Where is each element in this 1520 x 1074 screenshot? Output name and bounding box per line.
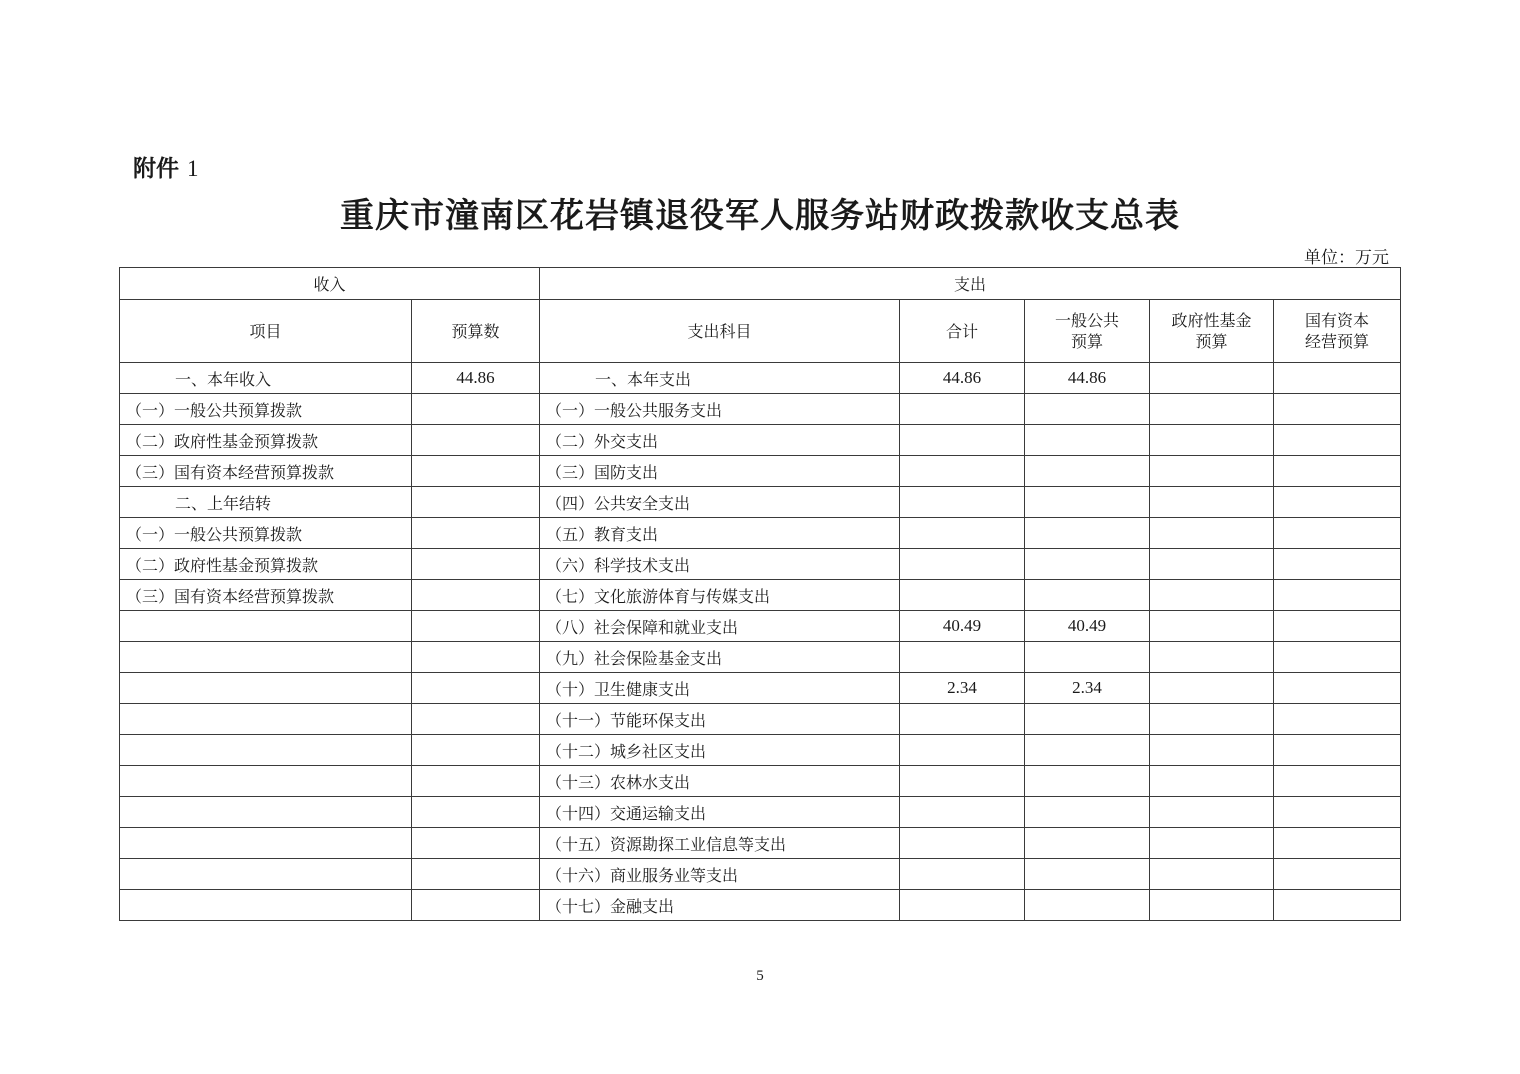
col-header-gov-fund (1150, 300, 1274, 363)
general-budget-cell (1025, 735, 1150, 766)
expense-item-cell: （六）科学技术支出 (540, 549, 900, 580)
state-capital-cell (1274, 487, 1401, 518)
table-row (120, 580, 1401, 611)
gov-fund-cell (1150, 425, 1274, 456)
col-header-gov-fund-line1: 政府性基金 (1171, 311, 1252, 330)
income-budget-cell (412, 425, 540, 456)
income-budget-cell (412, 673, 540, 704)
income-item-cell (120, 828, 412, 859)
gov-fund-cell (1150, 487, 1274, 518)
table-row (120, 425, 1401, 456)
expense-item-cell: 一、本年支出 (540, 363, 900, 394)
state-capital-cell (1274, 890, 1401, 921)
table-row (120, 611, 1401, 642)
col-header-expense-subject: 支出科目 (540, 300, 900, 363)
income-budget-cell (412, 611, 540, 642)
state-capital-cell (1274, 425, 1401, 456)
gov-fund-cell (1150, 642, 1274, 673)
general-budget-cell (1025, 425, 1150, 456)
expense-item-cell: （四）公共安全支出 (540, 487, 900, 518)
total-cell (900, 735, 1025, 766)
income-item-cell: （一）一般公共预算拨款 (120, 518, 412, 549)
income-item-cell: （三）国有资本经营预算拨款 (120, 580, 412, 611)
col-header-general-budget-line2: 预算 (1071, 332, 1104, 351)
income-item-cell: （二）政府性基金预算拨款 (120, 425, 412, 456)
income-item-cell (120, 673, 412, 704)
table-row (120, 673, 1401, 704)
income-budget-cell (412, 828, 540, 859)
general-budget-cell (1025, 456, 1150, 487)
expense-item-cell: （二）外交支出 (540, 425, 900, 456)
total-cell (900, 797, 1025, 828)
table-row (120, 735, 1401, 766)
expense-item-cell: （三）国防支出 (540, 456, 900, 487)
total-cell (900, 456, 1025, 487)
gov-fund-cell (1150, 611, 1274, 642)
state-capital-cell (1274, 394, 1401, 425)
general-budget-cell (1025, 890, 1150, 921)
gov-fund-cell (1150, 890, 1274, 921)
expense-item-cell: （十七）金融支出 (540, 890, 900, 921)
income-budget-cell (412, 549, 540, 580)
general-budget-cell (1025, 704, 1150, 735)
income-budget-cell (412, 580, 540, 611)
state-capital-cell (1274, 673, 1401, 704)
income-budget-cell (412, 394, 540, 425)
income-item-cell: （三）国有资本经营预算拨款 (120, 456, 412, 487)
income-budget-cell: 44.86 (412, 363, 540, 394)
col-header-budget: 预算数 (412, 300, 540, 363)
col-header-item: 项目 (120, 300, 412, 363)
income-budget-cell (412, 766, 540, 797)
state-capital-cell (1274, 363, 1401, 394)
state-capital-cell (1274, 456, 1401, 487)
total-cell (900, 580, 1025, 611)
general-budget-cell (1025, 828, 1150, 859)
general-budget-cell (1025, 394, 1150, 425)
general-budget-cell (1025, 580, 1150, 611)
table-row (120, 828, 1401, 859)
expense-item-cell: （七）文化旅游体育与传媒支出 (540, 580, 900, 611)
income-item-cell: 一、本年收入 (120, 363, 412, 394)
budget-summary-table (119, 267, 1401, 921)
gov-fund-cell (1150, 580, 1274, 611)
table-row (120, 797, 1401, 828)
table-row (120, 394, 1401, 425)
general-budget-cell (1025, 549, 1150, 580)
general-budget-cell (1025, 766, 1150, 797)
gov-fund-cell (1150, 797, 1274, 828)
state-capital-cell (1274, 518, 1401, 549)
state-capital-cell (1274, 766, 1401, 797)
expense-item-cell: （一）一般公共服务支出 (540, 394, 900, 425)
general-budget-cell (1025, 642, 1150, 673)
col-header-state-capital-line1: 国有资本 (1305, 311, 1370, 330)
income-item-cell (120, 766, 412, 797)
income-item-cell (120, 735, 412, 766)
col-header-state-capital-line2: 经营预算 (1305, 332, 1370, 351)
gov-fund-cell (1150, 828, 1274, 859)
total-cell: 44.86 (900, 363, 1025, 394)
expense-item-cell: （八）社会保障和就业支出 (540, 611, 900, 642)
state-capital-cell (1274, 704, 1401, 735)
column-header-row (120, 300, 1401, 363)
expense-item-cell: （十）卫生健康支出 (540, 673, 900, 704)
general-budget-cell (1025, 518, 1150, 549)
col-header-gov-fund-line2: 预算 (1195, 332, 1228, 351)
income-item-cell: （二）政府性基金预算拨款 (120, 549, 412, 580)
expense-item-cell: （十五）资源勘探工业信息等支出 (540, 828, 900, 859)
total-cell (900, 890, 1025, 921)
gov-fund-cell (1150, 518, 1274, 549)
income-budget-cell (412, 859, 540, 890)
general-budget-cell (1025, 859, 1150, 890)
total-cell (900, 766, 1025, 797)
state-capital-cell (1274, 859, 1401, 890)
expense-item-cell: （九）社会保险基金支出 (540, 642, 900, 673)
general-budget-cell: 44.86 (1025, 363, 1150, 394)
state-capital-cell (1274, 580, 1401, 611)
income-budget-cell (412, 890, 540, 921)
expense-item-cell: （十四）交通运输支出 (540, 797, 900, 828)
income-budget-cell (412, 704, 540, 735)
general-budget-cell (1025, 487, 1150, 518)
income-item-cell: 二、上年结转 (120, 487, 412, 518)
group-header-row (120, 268, 1401, 300)
col-header-general-budget-line1: 一般公共 (1055, 311, 1120, 330)
state-capital-cell (1274, 642, 1401, 673)
total-cell: 40.49 (900, 611, 1025, 642)
table-row (120, 363, 1401, 394)
expense-item-cell: （五）教育支出 (540, 518, 900, 549)
income-budget-cell (412, 518, 540, 549)
expense-item-cell: （十三）农林水支出 (540, 766, 900, 797)
gov-fund-cell (1150, 363, 1274, 394)
gov-fund-cell (1150, 394, 1274, 425)
gov-fund-cell (1150, 549, 1274, 580)
table-row (120, 549, 1401, 580)
income-item-cell (120, 890, 412, 921)
table-row (120, 518, 1401, 549)
income-group-header: 收入 (120, 268, 540, 300)
total-cell (900, 859, 1025, 890)
income-item-cell (120, 611, 412, 642)
state-capital-cell (1274, 611, 1401, 642)
expense-group-header: 支出 (540, 268, 1401, 300)
income-budget-cell (412, 797, 540, 828)
gov-fund-cell (1150, 859, 1274, 890)
income-item-cell (120, 797, 412, 828)
table-row (120, 766, 1401, 797)
gov-fund-cell (1150, 673, 1274, 704)
income-budget-cell (412, 456, 540, 487)
gov-fund-cell (1150, 704, 1274, 735)
gov-fund-cell (1150, 456, 1274, 487)
income-item-cell (120, 704, 412, 735)
expense-item-cell: （十一）节能环保支出 (540, 704, 900, 735)
total-cell (900, 518, 1025, 549)
income-budget-cell (412, 735, 540, 766)
total-cell (900, 425, 1025, 456)
total-cell (900, 394, 1025, 425)
expense-item-cell: （十二）城乡社区支出 (540, 735, 900, 766)
gov-fund-cell (1150, 735, 1274, 766)
total-cell (900, 828, 1025, 859)
total-cell (900, 549, 1025, 580)
table-row (120, 456, 1401, 487)
table-row (120, 642, 1401, 673)
general-budget-cell: 2.34 (1025, 673, 1150, 704)
income-item-cell (120, 642, 412, 673)
document-title: 重庆市潼南区花岩镇退役军人服务站财政拨款收支总表 (340, 196, 1180, 236)
income-budget-cell (412, 642, 540, 673)
table-row (120, 487, 1401, 518)
col-header-state-capital (1274, 300, 1401, 363)
state-capital-cell (1274, 549, 1401, 580)
income-budget-cell (412, 487, 540, 518)
gov-fund-cell (1150, 766, 1274, 797)
attachment-label-text: 附件 (133, 156, 179, 182)
page-number: 5 (756, 968, 764, 984)
total-cell (900, 704, 1025, 735)
general-budget-cell: 40.49 (1025, 611, 1150, 642)
state-capital-cell (1274, 735, 1401, 766)
total-cell: 2.34 (900, 673, 1025, 704)
income-item-cell (120, 859, 412, 890)
expense-item-cell: （十六）商业服务业等支出 (540, 859, 900, 890)
attachment-number: 1 (187, 156, 199, 181)
unit-label: 单位：万元 (1304, 248, 1389, 268)
general-budget-cell (1025, 797, 1150, 828)
income-item-cell: （一）一般公共预算拨款 (120, 394, 412, 425)
total-cell (900, 642, 1025, 673)
col-header-general-budget (1025, 300, 1150, 363)
state-capital-cell (1274, 797, 1401, 828)
table-row (120, 704, 1401, 735)
attachment-label (133, 150, 199, 183)
col-header-total: 合计 (900, 300, 1025, 363)
table-row (120, 859, 1401, 890)
total-cell (900, 487, 1025, 518)
state-capital-cell (1274, 828, 1401, 859)
table-row (120, 890, 1401, 921)
